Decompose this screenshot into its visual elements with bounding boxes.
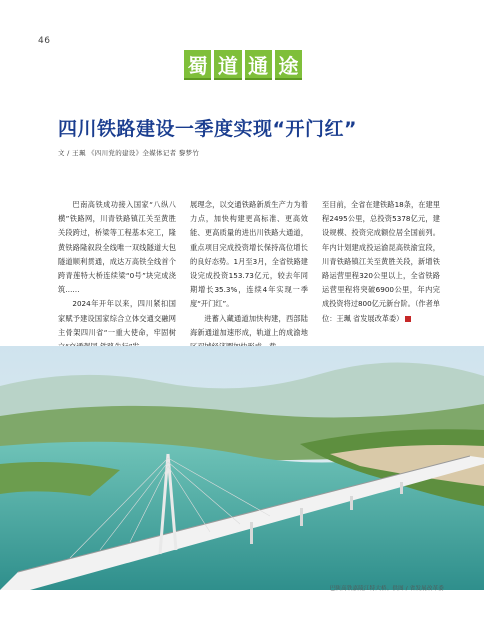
paragraph bbox=[322, 198, 440, 326]
section-banner-char: 途 bbox=[275, 50, 302, 80]
section-banner-char: 蜀 bbox=[184, 50, 211, 80]
page-number: 46 bbox=[38, 36, 51, 46]
article-body bbox=[58, 198, 440, 338]
bridge-photo bbox=[0, 346, 484, 590]
end-mark-icon bbox=[405, 316, 411, 322]
section-banner bbox=[184, 50, 302, 78]
body-column-3 bbox=[322, 198, 440, 338]
section-banner-char: 通 bbox=[245, 50, 272, 80]
article-byline: 文 / 王珮 《四川党的建设》全媒体记者 黎梦竹 bbox=[58, 149, 200, 157]
paragraph: 进蓄入藏通道加快构建，西部陆海新通道加速形成，轨道上的成渝地 bbox=[190, 313, 308, 337]
section-banner-char: 道 bbox=[214, 50, 241, 80]
paragraph-text: 至目前，全省在建铁路18条，在建里程2495公里，总投资5378亿元，建设规模、投资完成额位居全国前列。年内计划建成投运渝昆高铁渝宜段，川青铁路镇江关至黄胜关段，新增铁路运营里程320公里以上，全省铁路运营里程将突破6900公里，年内完成投资将过800亿元新台阶。（作者单位：王珮 省发展改革委） bbox=[322, 200, 440, 323]
bridge-photo-illustration bbox=[0, 346, 484, 590]
paragraph: 展理念，以交通铁路新质生产力为着力点，加快构建更高标准、更高效能、更高质量的进出川铁路大通道，重点项目完成投资增长保持高位增长的良好态势。1月至3月，全省铁路建设完成投资153.73亿元，较去年同期增长35.3%，连续4年实现一季度“开门红”。 bbox=[190, 200, 308, 309]
paragraph: 巴南高铁成功接入国家“八纵八横”铁路网，川青铁路镇江关至黄胜关段跨过，桥梁等工程基本完工，隆黄铁路隆叙段全线唯一双线隧道大包隧道顺利贯通，成达万高铁全线首个跨青莲特大桥连续梁“0号”块完成浇筑…… bbox=[58, 200, 176, 295]
body-column-2 bbox=[190, 198, 308, 338]
paragraph: 2024年开年以来，四川紧扣国家赋予建设国家综合立体交通交融网主骨架四川省“一重大使命，牢固树 bbox=[58, 299, 176, 337]
article-title: 四川铁路建设一季度实现“开门红” bbox=[58, 118, 357, 140]
body-column-1 bbox=[58, 198, 176, 338]
photo-caption: 巴陕高铁嘉陵江特大桥。供图 / 省发展改革委 bbox=[329, 586, 444, 592]
